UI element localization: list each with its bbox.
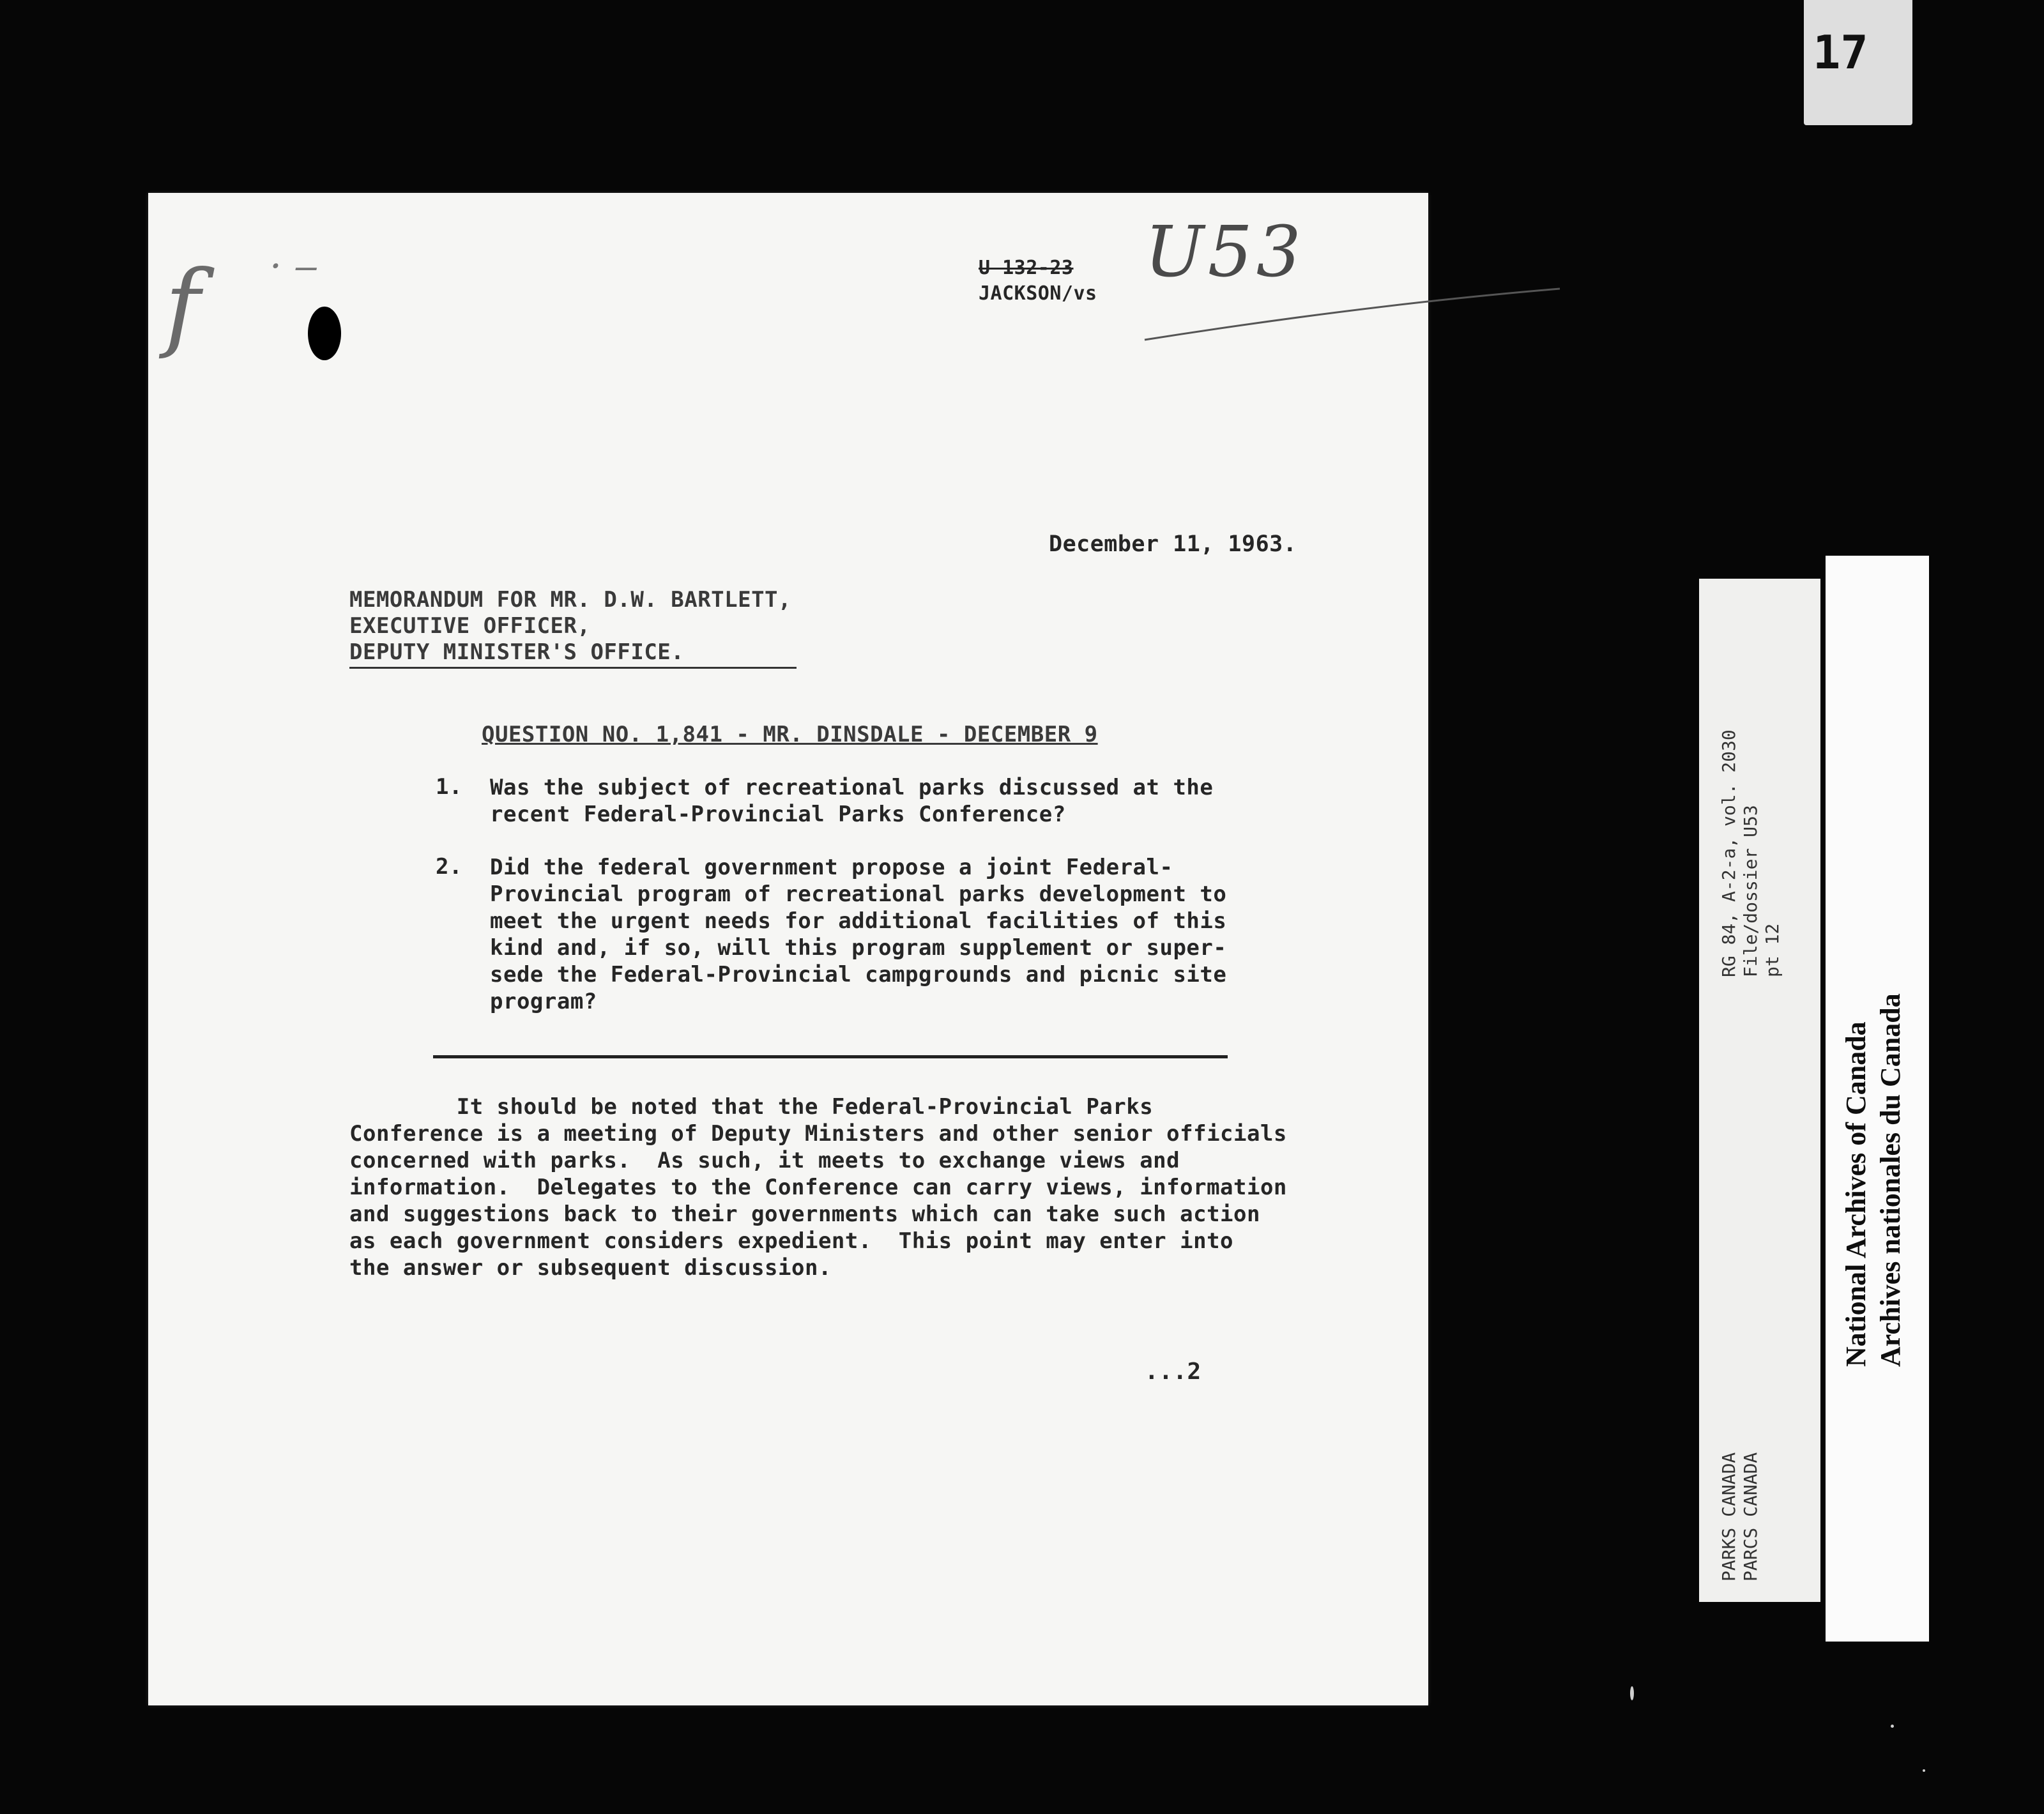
page-continuation: ...2: [1145, 1359, 1201, 1385]
file-reference: JACKSON/vs: [979, 282, 1097, 305]
question-number: 1.: [436, 774, 462, 800]
frame-marker-number: 17: [1813, 26, 1868, 79]
department-label: PARKS CANADA PARCS CANADA: [1718, 1452, 1761, 1582]
memo-page: [148, 193, 1428, 1705]
addressee-line-2: EXECUTIVE OFFICER,: [349, 613, 591, 639]
question-text: Was the subject of recreational parks discussed at the recent Federal-Provincial Parks Conference?: [490, 775, 1214, 827]
memo-date: December 11, 1963.: [1049, 531, 1297, 557]
note-paragraph: It should be noted that the Federal-Provincial Parks Conference is a meeting of Deputy Ministers and other senior officials concerned with parks. As such, it meets to exchange views and information. Delegates to the Conference can carry views, information and suggestions back to their governments which can take such action as each government considers expedient. This point may enter into the answer or subsequent discussion.: [349, 1094, 1287, 1281]
handwritten-underline: [1138, 238, 1573, 353]
archive-reference: RG 84, A-2-a, vol. 2030 File/dossier U53 pt 12: [1718, 729, 1783, 977]
handwritten-mark: f: [165, 250, 201, 362]
handwritten-file-number: U53: [1145, 211, 1305, 293]
addressee-underline: [349, 667, 797, 669]
question-number: 2.: [436, 854, 462, 880]
dust-speck: [1891, 1725, 1894, 1728]
punch-hole: [308, 307, 341, 360]
file-reference-struck: U 132-23: [979, 257, 1074, 279]
institution-name-fr: Archives nationales du Canada: [1875, 993, 1906, 1367]
section-divider: [433, 1055, 1228, 1058]
question-title: QUESTION NO. 1,841 - MR. DINSDALE - DECEMBER 9: [482, 722, 1098, 747]
addressee-line-3: DEPUTY MINISTER'S OFFICE.: [349, 639, 685, 665]
handwritten-mark-secondary: · ‒: [270, 244, 319, 289]
dust-speck: [1923, 1769, 1925, 1772]
institution-name-en: National Archives of Canada: [1840, 1021, 1872, 1367]
frame-marker: [1804, 0, 1912, 125]
addressee-line-1: MEMORANDUM FOR MR. D.W. BARTLETT,: [349, 587, 792, 613]
dust-speck: [1630, 1686, 1634, 1700]
question-text: Did the federal government propose a joint Federal- Provincial program of recreational parks development to meet the urgent needs for additional facilities of this kind and, if so, will this program supplement or super- sede the Federal-Provincial campgrounds and picnic site program?: [490, 855, 1227, 1014]
